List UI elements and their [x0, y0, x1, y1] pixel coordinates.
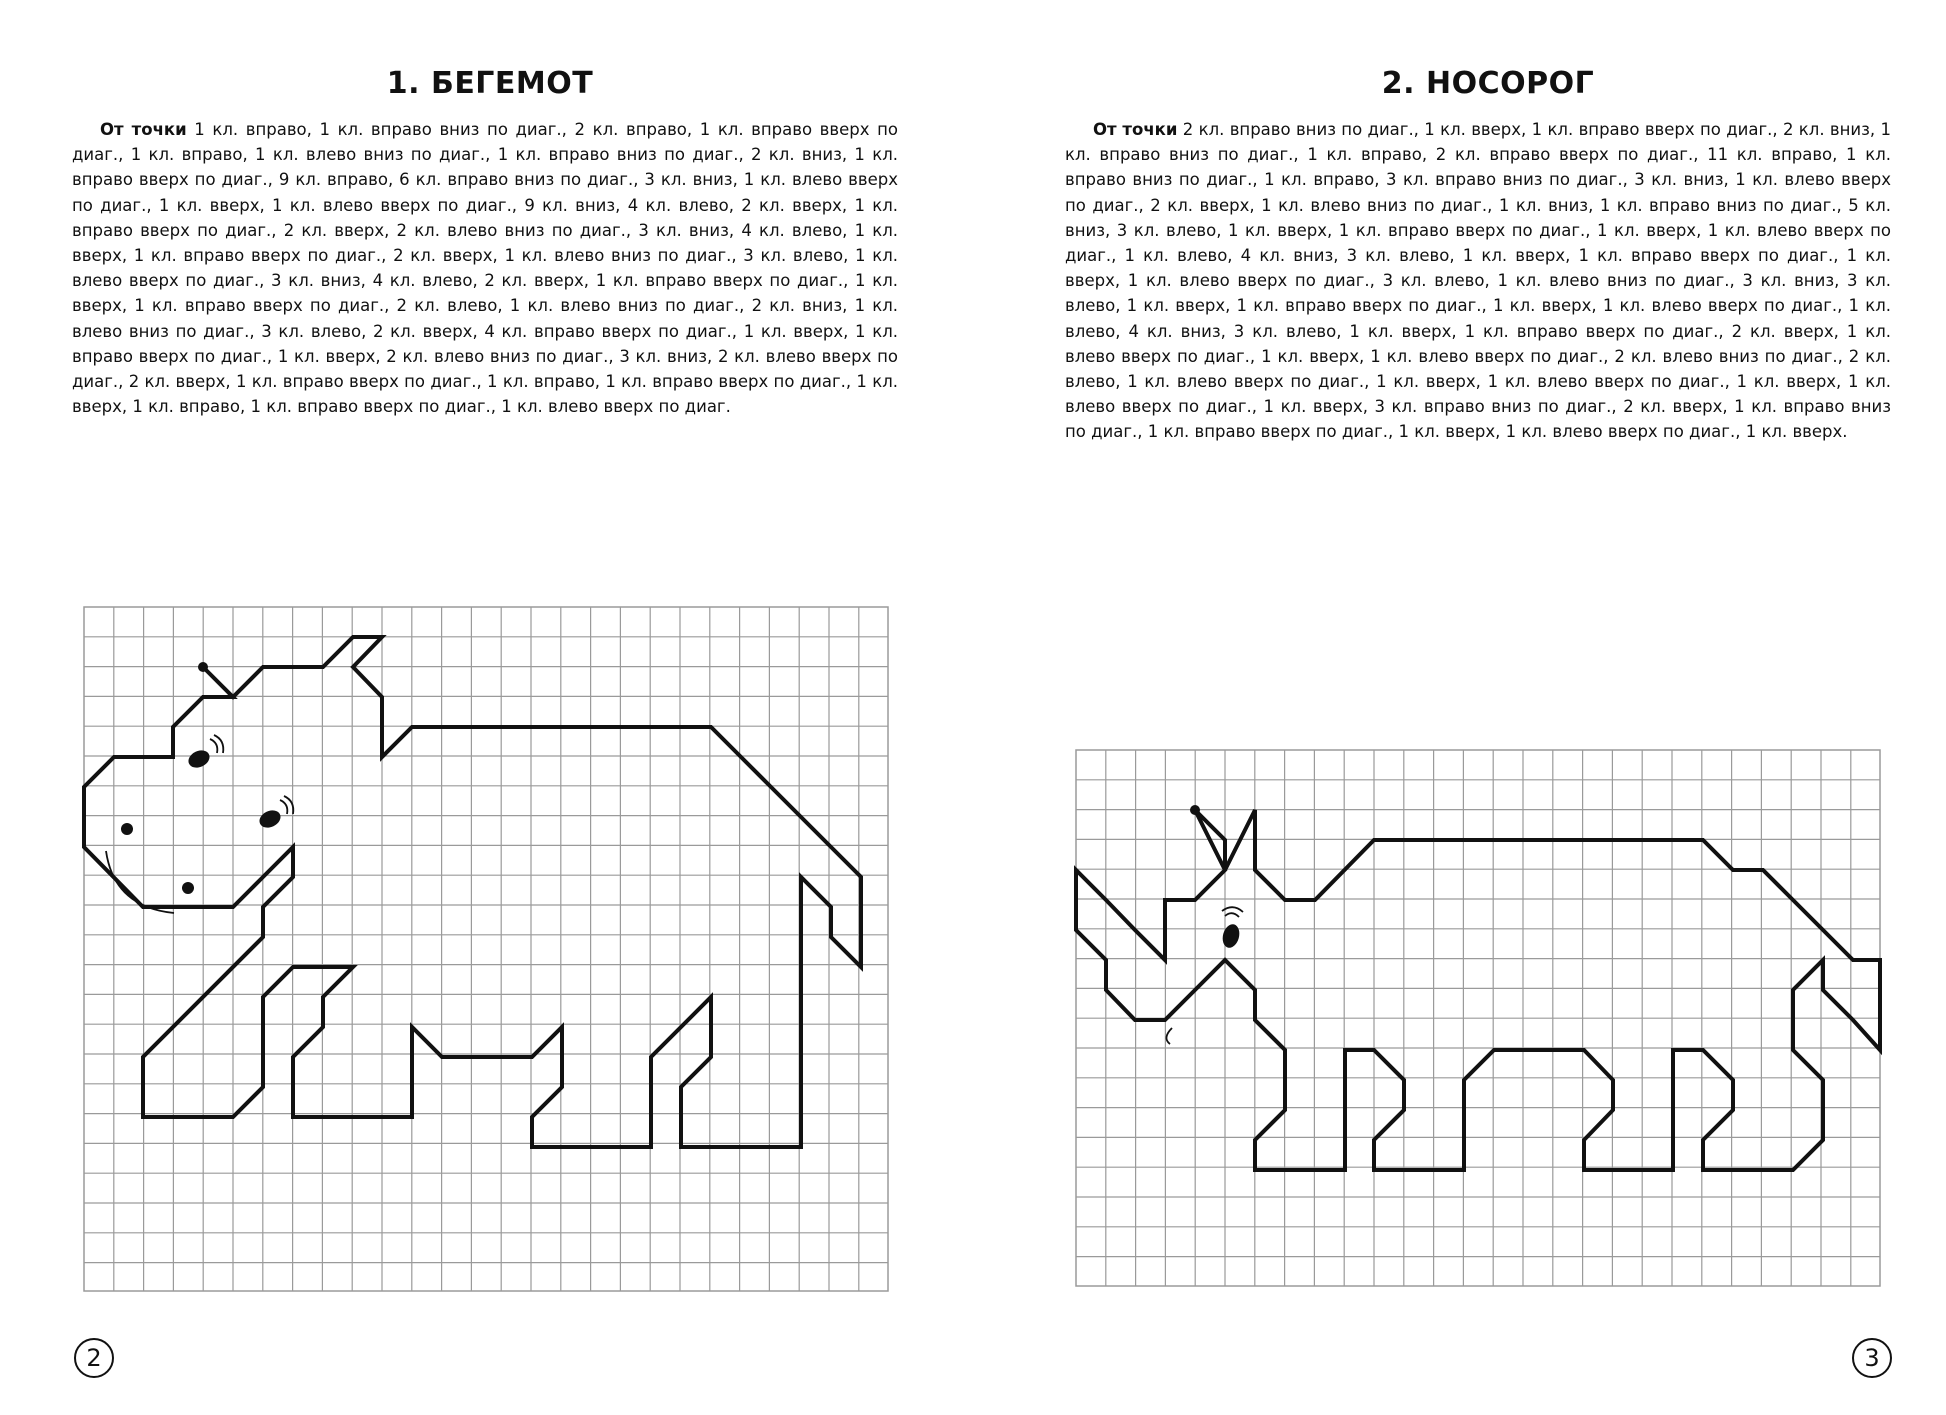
hippo-nostril-2	[182, 882, 194, 894]
page-number-right: 3	[1852, 1338, 1892, 1378]
hippo-eye-2	[257, 807, 284, 831]
hippo-start-label: От точки	[100, 120, 187, 139]
rhino-instructions	[1065, 117, 1891, 445]
rhino-start-dot	[1190, 805, 1200, 815]
rhino-start-label: От точки	[1093, 120, 1178, 139]
hippo-eyelash-2	[280, 800, 287, 814]
rhino-grid-lines	[1076, 750, 1880, 1286]
hippo-outline	[84, 637, 861, 1147]
hippo-grid	[84, 607, 888, 1291]
hippo-eyelash-1	[210, 739, 217, 753]
rhino-mouth	[1166, 1028, 1172, 1044]
hippo-nostril-1	[121, 823, 133, 835]
rhino-eyelash	[1225, 913, 1239, 917]
hippo-instructions-text: 1 кл. вправо, 1 кл. вправо вниз по диаг., 2 кл. вправо, 1 кл. вправо вверх по диаг., 1 кл. вправо, 1 кл. влево вниз по диаг., 1 кл. вправо вниз по диаг., 2 кл. вниз, 1 кл. вправо вверх по диаг., 9 кл. вправо, 6 кл. вправо вниз по диаг., 3 кл. вниз, 1 кл. влево вверх по диаг., 1 кл. вверх, 1 кл. влево вверх по диаг., 9 кл. вниз, 4 кл. влево, 2 кл. вверх, 1 кл. вправо вверх по диаг., 2 кл. вверх, 2 кл. влево вниз по диаг., 3 кл. вниз, 4 кл. влево, 1 кл. вверх, 1 кл. вправо вверх по диаг., 2 кл. вверх, 1 кл. влево вниз по диаг., 3 кл. влево, 1 кл. влево вверх по диаг., 3 кл. вниз, 4 кл. влево, 2 кл. вверх, 1 кл. вправо вверх по диаг., 1 кл. вверх, 1 кл. вправо вверх по диаг., 2 кл. влево, 1 кл. влево вниз по диаг., 2 кл. вниз, 1 кл. влево вниз по диаг., 3 кл. влево, 2 кл. вверх, 4 кл. вправо вверх по диаг., 1 кл. вверх, 1 кл. вправо вверх по диаг., 1 кл. вверх, 2 кл. влево вниз по диаг., 3 кл. вниз, 2 кл. влево вверх по диаг., 2 кл. вверх, 1 кл. вправо вверх по диаг., 1 кл. вправо, 1 кл. вправо вверх по диаг., 1 кл. вверх, 1 кл. вправо, 1 кл. вправо вверх по диаг., 1 кл. влево вверх по диаг.	[72, 120, 898, 417]
hippo-start-dot	[198, 662, 208, 672]
rhino-title: 2. НОСОРОГ	[1381, 66, 1595, 101]
rhino-grid	[1076, 750, 1880, 1286]
hippo-eye-1	[186, 747, 213, 771]
page-number-left: 2	[74, 1338, 114, 1378]
hippo-drawing	[84, 637, 861, 1147]
rhino-instructions-text: 2 кл. вправо вниз по диаг., 1 кл. вверх, 1 кл. вправо вверх по диаг., 2 кл. вниз, 1 кл. вправо вниз по диаг., 1 кл. вправо, 2 кл. вправо вверх по диаг., 11 кл. вправо, 1 кл. вправо вниз по диаг., 1 кл. вправо, 3 кл. вправо вниз по диаг., 3 кл. вниз, 1 кл. влево вверх по диаг., 2 кл. вверх, 1 кл. влево вниз по диаг., 1 кл. вниз, 1 кл. вправо вниз по диаг., 5 кл. вниз, 3 кл. влево, 1 кл. вверх, 1 кл. вправо вверх по диаг., 1 кл. вверх, 1 кл. влево вверх по диаг., 1 кл. влево, 4 кл. вниз, 3 кл. влево, 1 кл. вверх, 1 кл. вправо вверх по диаг., 1 кл. вверх, 1 кл. влево вверх по диаг., 3 кл. влево, 1 кл. влево вниз по диаг., 3 кл. вниз, 3 кл. влево, 1 кл. вверх, 1 кл. вправо вверх по диаг., 1 кл. вверх, 1 кл. влево вверх по диаг., 1 кл. влево, 4 кл. вниз, 3 кл. влево, 1 кл. вверх, 1 кл. вправо вверх по диаг., 2 кл. вверх, 1 кл. влево вверх по диаг., 1 кл. вверх, 1 кл. влево вверх по диаг., 2 кл. влево вниз по диаг., 2 кл. влево, 1 кл. влево вверх по диаг., 1 кл. вверх, 1 кл. влево вверх по диаг., 1 кл. вверх, 1 кл. влево вверх по диаг., 1 кл. вверх, 3 кл. вправо вниз по диаг., 2 кл. вверх, 1 кл. вправо вниз по диаг., 1 кл. вправо вверх по диаг., 1 кл. вверх, 1 кл. влево вверх по диаг., 1 кл. вверх.	[1065, 120, 1891, 442]
rhino-drawing	[1076, 805, 1880, 1170]
hippo-title: 1. БЕГЕМОТ	[386, 66, 594, 101]
hippo-mouth	[106, 851, 174, 913]
rhino-eye	[1220, 922, 1242, 949]
hippo-grid-frame	[84, 607, 888, 1291]
hippo-grid-lines	[84, 607, 888, 1291]
rhino-outline	[1076, 810, 1880, 1170]
hippo-instructions	[72, 117, 898, 419]
